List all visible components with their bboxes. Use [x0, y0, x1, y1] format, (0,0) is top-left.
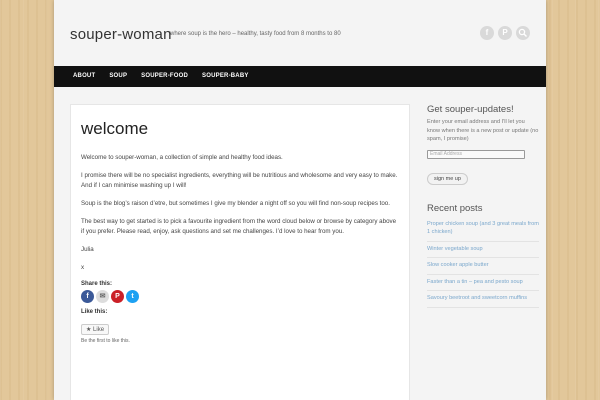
- facebook-share-icon[interactable]: f: [81, 290, 94, 303]
- social-icons: [480, 26, 530, 40]
- site-tagline: where soup is the hero – healthy, tasty food from 8 months to 80: [170, 31, 341, 37]
- post-signature: Julia: [81, 246, 94, 253]
- twitter-share-icon[interactable]: t: [126, 290, 139, 303]
- sign-me-up-button[interactable]: sign me up: [427, 173, 468, 185]
- nav-item-souper-food[interactable]: SOUPER-FOOD: [141, 73, 189, 79]
- recent-post-link[interactable]: Faster than a tin – pea and pesto soup: [427, 275, 539, 292]
- facebook-icon[interactable]: f: [480, 26, 494, 40]
- post-paragraph: Soup is the blog’s raison d’etre, but sometimes I give my blender a night off so you will find non-soup recipes too.: [81, 200, 390, 207]
- pinterest-icon[interactable]: P: [498, 26, 512, 40]
- recent-posts-list: [427, 217, 539, 308]
- nav-item-soup[interactable]: SOUP: [109, 73, 128, 79]
- post-signoff: x: [81, 264, 85, 271]
- nav-item-souper-baby[interactable]: SOUPER-BABY: [202, 73, 249, 79]
- post-content: [81, 153, 399, 273]
- page-container: [54, 0, 546, 400]
- email-input[interactable]: Email Address: [427, 150, 525, 159]
- recent-post-link[interactable]: Savoury beetroot and sweetcorn muffins: [427, 291, 539, 308]
- post-paragraph: The best way to get started is to pick a favourite ingredient from the word cloud below or browse by category above if you prefer. Please read, enjoy, ask questions and set me challenges. I’d love to hear from you.: [81, 218, 397, 235]
- post-paragraph: Welcome to souper-woman, a collection of simple and healthy food ideas.: [81, 154, 283, 161]
- updates-widget-text: Enter your email address and I'll let you know when there is a new post or update (no spam, I promise): [427, 119, 539, 142]
- search-icon[interactable]: [516, 26, 530, 40]
- site-header: [54, 0, 546, 66]
- post-article: [70, 104, 410, 400]
- site-title[interactable]: souper-woman: [70, 26, 172, 43]
- nav-item-about[interactable]: ABOUT: [73, 73, 96, 79]
- updates-widget-title: Get souper-updates!: [427, 104, 514, 115]
- like-heading: Like this:: [81, 309, 108, 315]
- pinterest-share-icon[interactable]: P: [111, 290, 124, 303]
- recent-post-link[interactable]: Slow cooker apple butter: [427, 258, 539, 275]
- email-share-icon[interactable]: ✉: [96, 290, 109, 303]
- post-paragraph: I promise there will be no specialist ingredients, everything will be nutritious and wholesome and very easy to make. And if I can minimise washing up I will!: [81, 172, 398, 189]
- sidebar: [427, 104, 539, 308]
- share-heading: Share this:: [81, 281, 113, 287]
- recent-post-link[interactable]: Proper chicken soup (and 3 great meals from 1 chicken): [427, 217, 539, 242]
- main-nav: [54, 66, 546, 87]
- share-buttons: [81, 290, 399, 303]
- post-title: welcome: [81, 119, 149, 138]
- recent-posts-title: Recent posts: [427, 202, 483, 214]
- like-note: Be the first to like this.: [81, 338, 130, 344]
- like-button[interactable]: ★ Like: [81, 324, 109, 335]
- recent-post-link[interactable]: Winter vegetable soup: [427, 242, 539, 259]
